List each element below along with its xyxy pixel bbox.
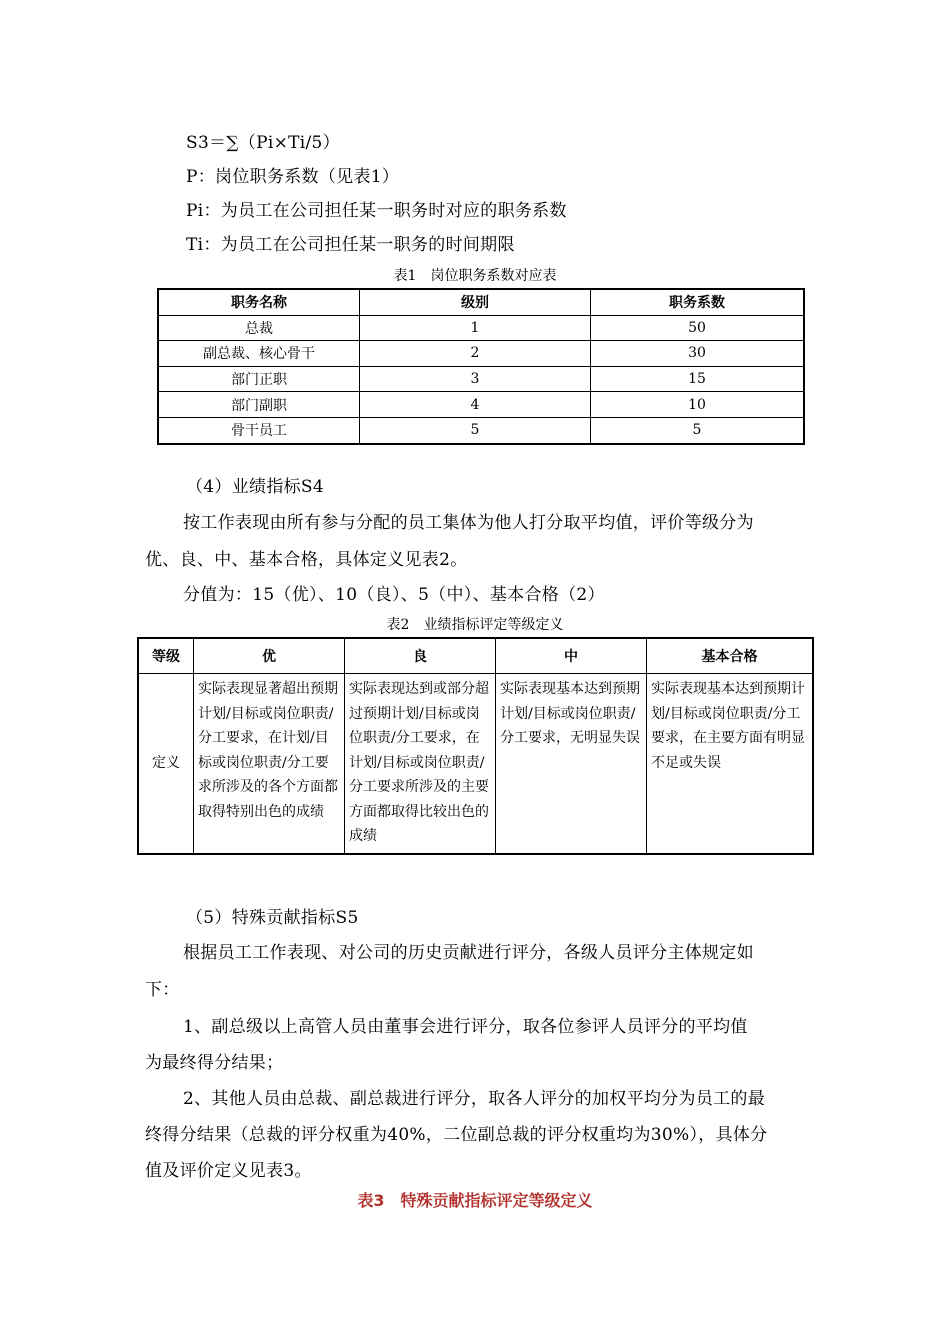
table-cell: 15	[591, 366, 805, 392]
table-cell: 实际表现基本达到预期计划/目标或岗位职责/分工要求，无明显失误	[496, 674, 647, 854]
table-cell: 2	[360, 341, 591, 367]
table-cell: 5	[591, 417, 805, 443]
table-cell: 实际表现达到或部分超过预期计划/目标或岗位职责/分工要求，在计划/目标或岗位职责/分工要求所涉及的主要方面都取得比较出色的成绩	[345, 674, 496, 854]
row-label: 定义	[138, 674, 194, 854]
section5-p2-line1: 1、副总级以上高管人员由董事会进行评分，取各位参评人员评分的平均值	[183, 1017, 748, 1037]
table2-caption: 表2 业绩指标评定等级定义	[386, 617, 564, 633]
table-cell: 副总裁、核心骨干	[158, 341, 360, 367]
section5-p2-line2: 为最终得分结果；	[145, 1053, 284, 1073]
section4-scores: 分值为：15（优）、10（良）、5（中）、基本合格（2）	[183, 585, 605, 605]
table-cell: 3	[360, 366, 591, 392]
column-header: 等级	[138, 638, 194, 674]
table-cell: 总裁	[158, 315, 360, 341]
formula-pi-definition: Pi：为员工在公司担任某一职务时对应的职务系数	[186, 201, 567, 221]
section5-p3-line3: 值及评价定义见表3。	[145, 1161, 312, 1181]
position-coefficient-table	[157, 288, 805, 445]
column-header: 良	[345, 638, 496, 674]
column-header: 优	[194, 638, 345, 674]
formula-ti-definition: Ti：为员工在公司担任某一职务的时间期限	[186, 235, 515, 255]
table-row	[158, 366, 804, 392]
table-cell: 50	[591, 315, 805, 341]
column-header: 职务系数	[591, 289, 805, 315]
section4-paragraph-line1: 按工作表现由所有参与分配的员工集体为他人打分取平均值，评价等级分为	[183, 513, 754, 533]
table-cell: 5	[360, 417, 591, 443]
performance-grade-table	[137, 637, 814, 855]
column-header: 中	[496, 638, 647, 674]
table-cell: 实际表现基本达到预期计划/目标或岗位职责/分工要求，在主要方面有明显不足或失误	[647, 674, 814, 854]
table3-caption: 表3 特殊贡献指标评定等级定义	[357, 1191, 593, 1210]
table-header-row	[138, 638, 813, 674]
table-cell: 部门正职	[158, 366, 360, 392]
table-row	[138, 674, 813, 854]
table-row	[158, 315, 804, 341]
section5-p3-line1: 2、其他人员由总裁、副总裁进行评分，取各人评分的加权平均分为员工的最	[183, 1089, 766, 1109]
table-row	[158, 417, 804, 443]
section4-paragraph-line2: 优、良、中、基本合格，具体定义见表2。	[145, 550, 468, 570]
table-cell: 骨干员工	[158, 417, 360, 443]
table-row	[158, 392, 804, 418]
table-row	[158, 341, 804, 367]
table-cell: 10	[591, 392, 805, 418]
formula-p-definition: P：岗位职务系数（见表1）	[186, 167, 400, 187]
section5-title: （5）特殊贡献指标S5	[186, 908, 359, 928]
section5-p3-line2: 终得分结果（总裁的评分权重为40%，二位副总裁的评分权重均为30%），具体分	[145, 1125, 768, 1145]
section5-p1-line2: 下：	[145, 980, 180, 1000]
table-cell: 部门副职	[158, 392, 360, 418]
column-header: 职务名称	[158, 289, 360, 315]
table-cell: 1	[360, 315, 591, 341]
table-cell: 4	[360, 392, 591, 418]
table-cell: 30	[591, 341, 805, 367]
table1-caption: 表1 岗位职务系数对应表	[393, 268, 557, 284]
section4-title: （4）业绩指标S4	[186, 477, 324, 497]
formula-s3: S3＝∑（Pi×Ti/5）	[186, 133, 340, 153]
section5-p1-line1: 根据员工工作表现、对公司的历史贡献进行评分，各级人员评分主体规定如	[183, 943, 754, 963]
table-cell: 实际表现显著超出预期计划/目标或岗位职责/分工要求，在计划/目标或岗位职责/分工要求所涉及的各个方面都取得特别出色的成绩	[194, 674, 345, 854]
table-header-row	[158, 289, 804, 315]
column-header: 级别	[360, 289, 591, 315]
column-header: 基本合格	[647, 638, 814, 674]
